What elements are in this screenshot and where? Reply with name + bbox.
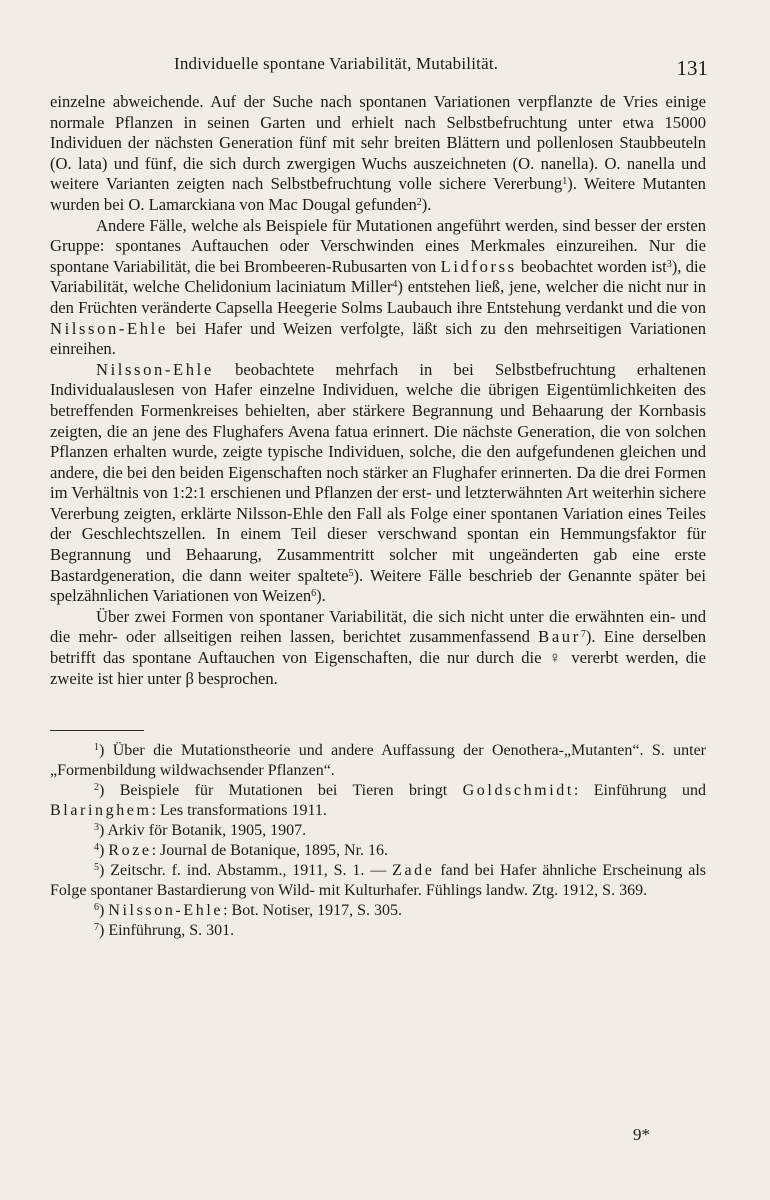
footnote-2: [50, 781, 706, 821]
footnote-text: : Einführung und: [573, 782, 706, 800]
paragraph-2: [50, 216, 706, 360]
footnote-mark: 4: [94, 842, 99, 854]
footnotes: [50, 741, 706, 941]
text-run: ). Weitere Fälle beschrieb der Genannte später bei spelzähnlichen Variationen von Weizen: [50, 565, 706, 606]
footnote-mark: 6: [94, 902, 99, 914]
footnote-6: [50, 901, 706, 921]
text-run: ) entstehen ließ, jene, welcher die nicht nur in den Früchten veränderte Capsella Heegerie Solms Laubauch ihre Entstehung verdankt und die von: [50, 277, 707, 317]
footnote-ref: 3: [666, 258, 672, 270]
footnote-ref: 4: [392, 279, 398, 291]
footnote-ref: 5: [348, 567, 354, 579]
footnote-separator: [50, 730, 144, 731]
footnote-text: ) Zeitschr. f. ind. Abstamm., 1911, S. 1. —: [99, 862, 393, 880]
footnote-ref: 2: [416, 196, 422, 208]
paragraph-1: [50, 92, 706, 216]
footnote-text: fand bei Hafer ähnliche Erscheinung als Folge spontaner Bastardierung von Wild- mit Kulturhafer. Fühlings landw. Ztg. 1912, S. 369.: [50, 862, 706, 900]
text-run: Andere Fälle, welche als Beispiele für Mutationen angeführt werden, sind besser der ersten Gruppe: spontanes Auftauchen oder Verschwinden eines Merkmales einzureihen. Nur die spontane Variabilität, die bei Brombeeren-Rubusarten von: [50, 215, 706, 276]
author-name: Nilsson-Ehle: [96, 359, 214, 379]
printer-signature: 9*: [633, 1125, 650, 1144]
text-run: ), die Variabilität, welche Chelidonium laciniatum Miller: [50, 256, 706, 297]
footnote-1: [50, 741, 706, 781]
body-text: [50, 92, 706, 689]
text-run: bei Hafer und Weizen verfolgte, läßt sich zu den mehrseitigen Variationen einreihen.: [50, 318, 706, 359]
paragraph-4: [50, 607, 706, 689]
footnote-mark: 5: [94, 862, 99, 874]
page-header: [50, 48, 706, 88]
text-run: ). Weitere Mutanten wurden bei O. Lamarckiana von Mac Dougal gefunden: [50, 174, 706, 214]
text-run: ).: [316, 586, 326, 606]
paragraph-3: [50, 360, 706, 607]
text-run: Über zwei Formen von spontaner Variabilität, die sich nicht unter die erwähnten ein- und die mehr- oder allseitigen reihen lassen, berichtet zusammenfassend: [50, 606, 706, 647]
author-name: Roze: [108, 842, 152, 860]
author-name: Goldschmidt: [462, 782, 574, 800]
footnote-text: ) Arkiv för Botanik, 1905, 1907.: [99, 822, 307, 840]
running-title: Individuelle spontane Variabilität, Mutabilität.: [174, 54, 499, 73]
text-run: ).: [421, 194, 432, 214]
text-run: beobachtete mehrfach in bei Selbstbefruchtung erhaltenen Individualauslesen von Hafer einzelne Individuen, welche die übrigen Eigentümlichkeiten des betreffenden Formenkreises behielten, aber stärkere Begrannung und Behaarung der Kornbasis zeigten, die an jene des Flughafers Avena fatua erinnert. Die nächste Generation, die von solchen Pflanzen erhalten wurde, zeigte typische Individuen, solche, die den aufgefundenen gleichen und andere, die bei den beiden Eigenschaften noch stärker an Flughafer erinnerten. Da die drei Formen im Verhältnis von 1:2:1 erschienen und Pflanzen der erst- und letzterwähnten Art weiterhin sichere Vererbung zeigten, erklärte Nilsson-Ehle den Fall als Folge einer spontanen Variation eines Teiles der Geschlechtszellen. In einem Teil dieser verschwand spontan ein Hemmungsfaktor für Begrannung und Behaarung, Zusammentritt solcher mit ungeänderten gab eine erste Bastardgeneration, die dann weiter spaltete: [50, 359, 706, 585]
author-name: Zade: [392, 862, 435, 880]
footnote-mark: 1: [94, 742, 99, 754]
page-number: 131: [676, 56, 708, 80]
footnote-mark: 7: [94, 922, 99, 934]
footnote-text: ): [99, 902, 109, 920]
author-name: Lidforss: [440, 256, 517, 276]
footnote-text: : Les transformations 1911.: [151, 802, 327, 820]
footnote-3: [50, 821, 706, 841]
footnote-ref: 7: [580, 629, 586, 641]
footnote-text: : Journal de Botanique, 1895, Nr. 16.: [151, 842, 389, 860]
footnote-text: ): [99, 842, 109, 860]
footnote-ref: 6: [311, 588, 317, 600]
text-run: ). Eine derselben betrifft das spontane Auftauchen von Eigenschaften, die nur durch die ♀ vererbt werden, die zweite ist hier unter β besprochen.: [50, 627, 706, 688]
text-run: beobachtet worden ist: [516, 256, 667, 276]
footnote-mark: 3: [94, 822, 99, 834]
footnote-ref: 1: [562, 176, 568, 188]
text-run: einzelne abweichende. Auf der Suche nach spontanen Variationen verpflanzte de Vries einige normale Pflanzen in seinen Garten und erhielt nach Selbstbefruchtung unter etwa 15000 Individuen der nächsten Generation fünf mit sehr breiten Blättern und pollenlosen Staubbeuteln (O. lata) und fünf, die sich durch zwergigen Wuchs auszeichneten (O. nanella). O. nanella und weitere Varianten zeigten nach Selbstbefruchtung volle sichere Vererbung: [50, 92, 706, 194]
footnote-4: [50, 841, 706, 861]
footnote-mark: 2: [94, 782, 99, 794]
footnote-7: [50, 921, 706, 941]
author-name: Baur: [538, 627, 581, 647]
footnote-text: : Bot. Notiser, 1917, S. 305.: [223, 902, 402, 920]
footnote-text: ) Einführung, S. 301.: [99, 922, 235, 940]
author-name: Nilsson-Ehle: [108, 902, 224, 920]
footnote-5: [50, 861, 706, 901]
author-name: Nilsson-Ehle: [50, 318, 168, 338]
footnote-text: ) Über die Mutationstheorie und andere Auffassung der Oenothera-„Mutanten“. S. unter „Formenbildung wildwachsender Pflanzen“.: [50, 742, 706, 780]
footnote-text: ) Beispiele für Mutationen bei Tieren bringt: [99, 782, 463, 800]
author-name: Blaringhem: [50, 802, 152, 820]
